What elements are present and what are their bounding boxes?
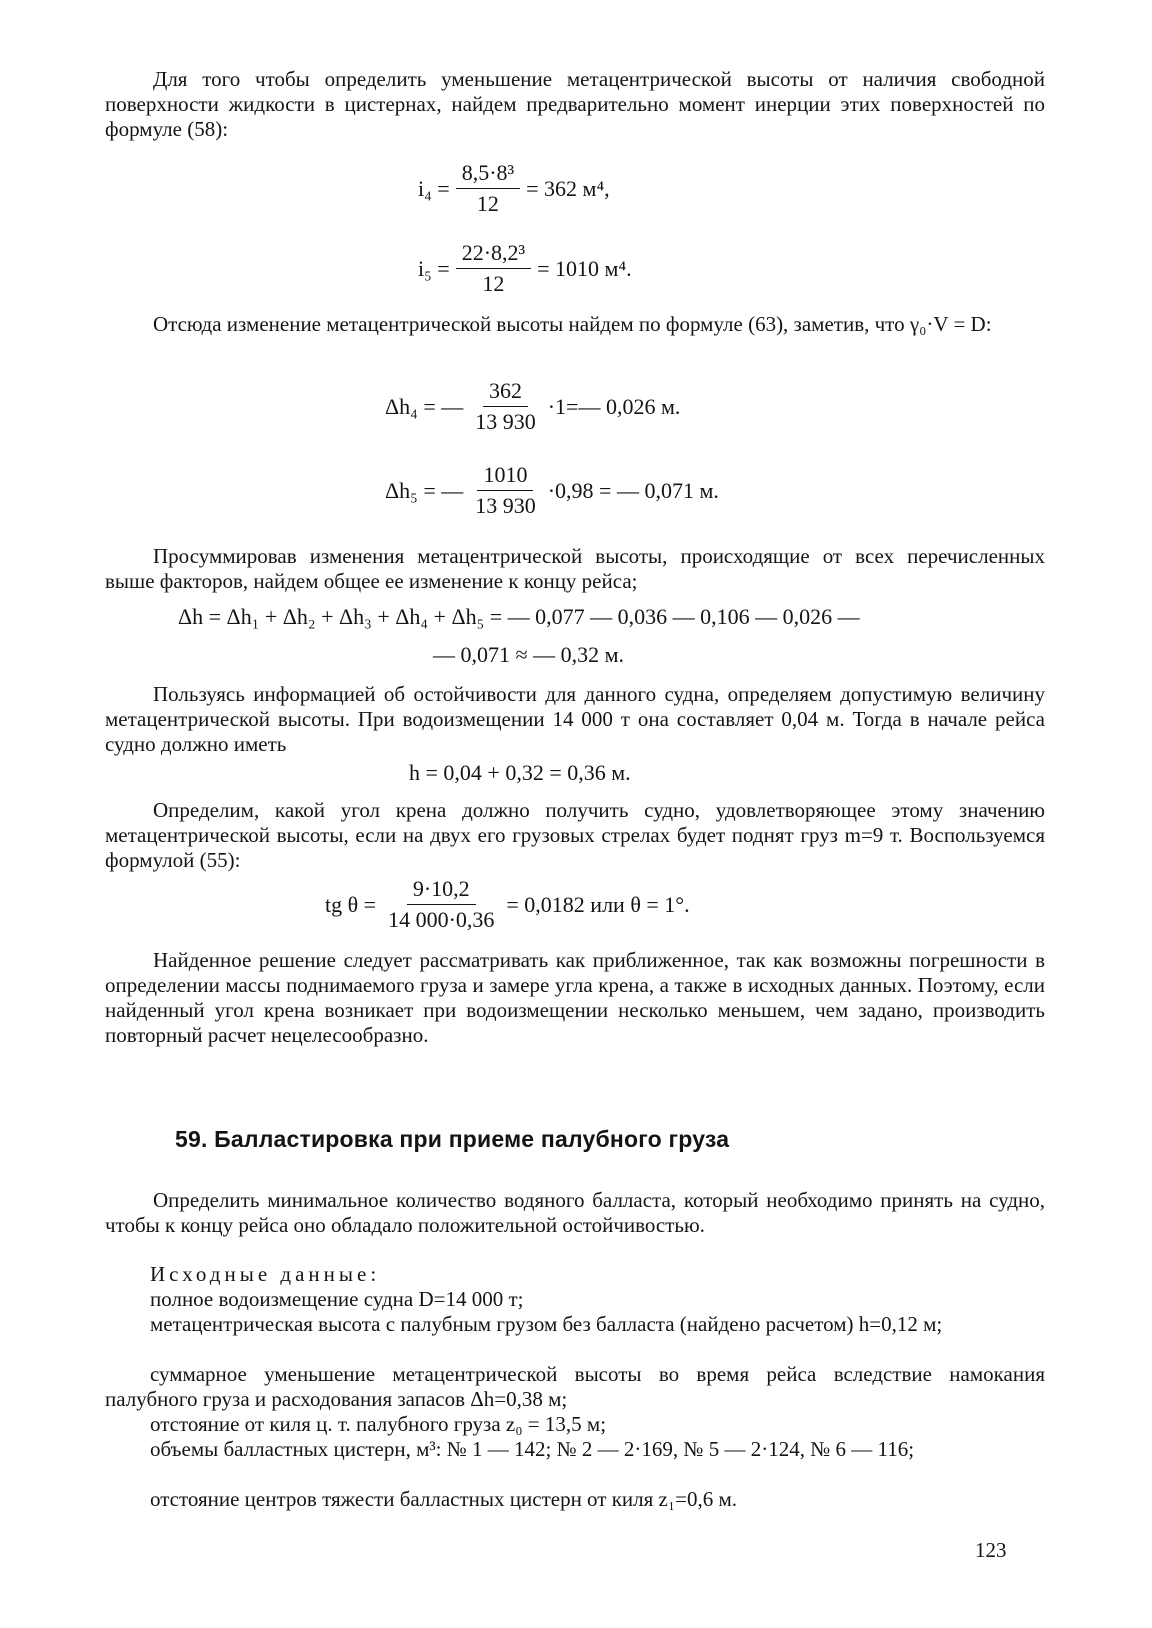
paragraph-sum: Просуммировав изменения метацентрической высоты, происходящие от всех перечисленных выше факторов, найдем общее ее изменение к концу рейса; (105, 544, 1045, 593)
formula-lhs: i₅ = (418, 255, 450, 281)
paragraph-heel: Определим, какой угол крена должно получить судно, удовлетворяющее этому значению метацентрической высоты, если на двух его грузовых стрелах будет поднят груз m=9 т. Воспользуемся формулой (55): (105, 798, 1045, 872)
formula-rhs: = 1010 м⁴. (537, 255, 632, 281)
formula-denominator: 14 000·0,36 (388, 907, 495, 932)
formula-numerator: 22·8,2³ (456, 240, 531, 269)
formula-numerator: 362 (483, 378, 528, 407)
formula-lhs: Δh₅ = — (385, 477, 464, 503)
formula-numerator: 1010 (477, 462, 533, 491)
formula-rhs: ·0,98 = — 0,071 м. (547, 477, 719, 503)
formula-h-text: h = 0,04 + 0,32 = 0,36 м. (409, 760, 631, 785)
paragraph-change: Отсюда изменение метацентрической высоты найдем по формуле (63), заметив, что γ₀·V = D: (153, 312, 992, 336)
initial-data-item: метацентрическая высота с палубным грузом без балласта (найдено расчетом) h=0,12 м; (150, 1312, 943, 1336)
formula-denominator: 12 (482, 271, 505, 296)
formula-lhs: i₄ = (418, 175, 450, 201)
formula-sum-line2: — 0,071 ≈ — 0,32 м. (433, 642, 624, 667)
formula-lhs: Δh₄ = — (385, 393, 464, 419)
page-number: 123 (975, 1538, 1007, 1562)
paragraph-intro: Для того чтобы определить уменьшение метацентрической высоты от наличия свободной поверхности жидкости в цистернах, найдем предварительно момент инерции этих поверхностей по формуле (58): (105, 67, 1045, 141)
section-title: 59. Балластировка при приеме палубного груза (175, 1126, 730, 1152)
paragraph-task: Определить минимальное количество водяного балласта, который необходимо принять на судно, чтобы к концу рейса оно обладало положительной остойчивостью. (105, 1188, 1045, 1237)
initial-data-label: Исходные данные: (150, 1262, 381, 1286)
initial-data-item: отстояние от киля ц. т. палубного груза z₀ = 13,5 м; (150, 1412, 607, 1436)
formula-denominator: 13 930 (475, 409, 536, 434)
initial-data-item: отстояние центров тяжести балластных цистерн от киля z₁=0,6 м. (150, 1487, 738, 1511)
initial-data-item: суммарное уменьшение метацентрической высоты во время рейса вследствие намокания палубного груза и расходования запасов Δh=0,38 м; (105, 1362, 1045, 1411)
formula-numerator: 9·10,2 (407, 876, 476, 905)
paragraph-conclusion: Найденное решение следует рассматривать как приближенное, так как возможны погрешности в определении массы поднимаемого груза и замере угла крена, а также в исходных данных. Поэтому, если найденный угол крена возникает при водоизмещении несколько меньшем, чем задано, производить повторный расчет нецелесообразно. (105, 948, 1045, 1047)
formula-denominator: 12 (476, 191, 499, 216)
formula-rhs: = 362 м⁴, (526, 175, 610, 201)
formula-rhs: = 0,0182 или θ = 1°. (506, 891, 690, 917)
formula-rhs: ·1=— 0,026 м. (547, 393, 681, 419)
initial-data-item: объемы балластных цистерн, м³: № 1 — 142; № 2 — 2·169, № 5 — 2·124, № 6 — 116; (150, 1437, 915, 1461)
formula-numerator: 8,5·8³ (456, 160, 520, 189)
paragraph-permissible: Пользуясь информацией об остойчивости для данного судна, определяем допустимую величину метацентрической высоты. При водоизмещении 14 000 т она составляет 0,04 м. Тогда в начале рейса судно должно иметь (105, 682, 1045, 756)
formula-denominator: 13 930 (475, 493, 536, 518)
formula-sum-line1: Δh = Δh₁ + Δh₂ + Δh₃ + Δh₄ + Δh₅ = — 0,077 — 0,036 — 0,106 — 0,026 — (178, 604, 860, 629)
initial-data-item: полное водоизмещение судна D=14 000 т; (150, 1287, 524, 1311)
formula-lhs: tg θ = (325, 891, 377, 917)
